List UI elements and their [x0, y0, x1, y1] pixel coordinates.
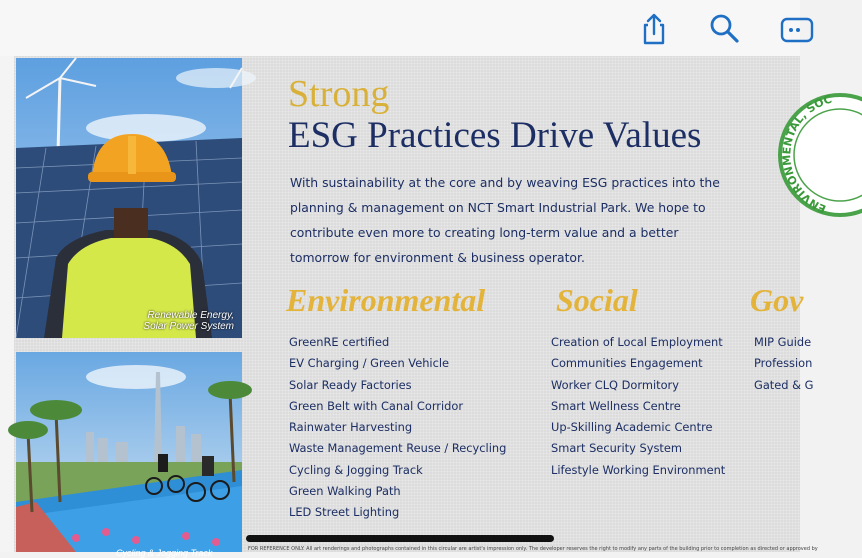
- list-item: Green Walking Path: [289, 484, 401, 499]
- cycling-track-photo: [16, 352, 242, 558]
- seal-text: ENVIRONMENTAL, SOC: [780, 92, 834, 216]
- heading-main: ESG Practices Drive Values: [288, 115, 702, 156]
- governance-list: [754, 332, 813, 396]
- list-item: Creation of Local Employment: [551, 335, 723, 349]
- environmental-list: [289, 332, 506, 524]
- photo1-caption: [143, 310, 234, 332]
- list-item: Communities Engagement: [551, 356, 703, 371]
- list-item: LED Street Lighting: [289, 505, 400, 520]
- list-item: Solar Ready Factories: [289, 377, 412, 392]
- heading-strong: Strong: [288, 73, 390, 115]
- list-item: MIP Guide: [754, 335, 812, 349]
- social-title: Social: [556, 282, 638, 318]
- list-item: Cycling & Jogging Track: [289, 462, 423, 477]
- solar-worker-photo: [16, 58, 242, 338]
- more-icon[interactable]: [778, 10, 814, 46]
- list-item: Smart Wellness Centre: [551, 398, 681, 413]
- caption-line: Renewable Energy,: [147, 310, 234, 321]
- list-item: GreenRE certified: [289, 335, 390, 349]
- caption-line: Solar Power System: [143, 321, 234, 332]
- environmental-title: Environmental: [286, 282, 486, 318]
- share-icon[interactable]: [636, 10, 672, 46]
- disclaimer-note: FOR REFERENCE ONLY. All art renderings and photographs contained in this circular are artist's impression only. The developer reserves the right to modify any parts of the building prior to completion as directed or approved by: [248, 546, 818, 552]
- list-item: EV Charging / Green Vehicle: [289, 356, 450, 371]
- document-page[interactable]: [0, 56, 834, 558]
- list-item: Green Belt with Canal Corridor: [289, 398, 464, 413]
- list-item: Waste Management Reuse / Recycling: [289, 441, 507, 456]
- page-margin: [0, 56, 14, 552]
- intro-paragraph: With sustainability at the core and by weaving ESG practices into the planning & management on NCT Smart Industrial Park. We hope to contribute even more to creating long-term value and a better tomorrow for environment & business operator.: [290, 175, 720, 265]
- list-item: Up-Skilling Academic Centre: [551, 420, 713, 435]
- horizontal-scrollbar[interactable]: [246, 535, 554, 542]
- list-item: Smart Security System: [551, 441, 682, 456]
- list-item: Lifestyle Working Environment: [551, 462, 726, 477]
- list-item: Rainwater Harvesting: [289, 420, 413, 435]
- search-icon[interactable]: [706, 10, 742, 46]
- social-list: [551, 332, 725, 481]
- brochure-content: [14, 56, 834, 558]
- browser-toolbar: [0, 0, 800, 56]
- list-item: Profession: [754, 356, 813, 371]
- photo2-caption: Cycling & Jogging Track: [116, 548, 213, 558]
- list-item: Worker CLQ Dormitory: [551, 377, 679, 392]
- list-item: Gated & G: [754, 377, 814, 392]
- governance-title: Gov: [750, 282, 804, 318]
- esg-seal-badge: [762, 90, 862, 220]
